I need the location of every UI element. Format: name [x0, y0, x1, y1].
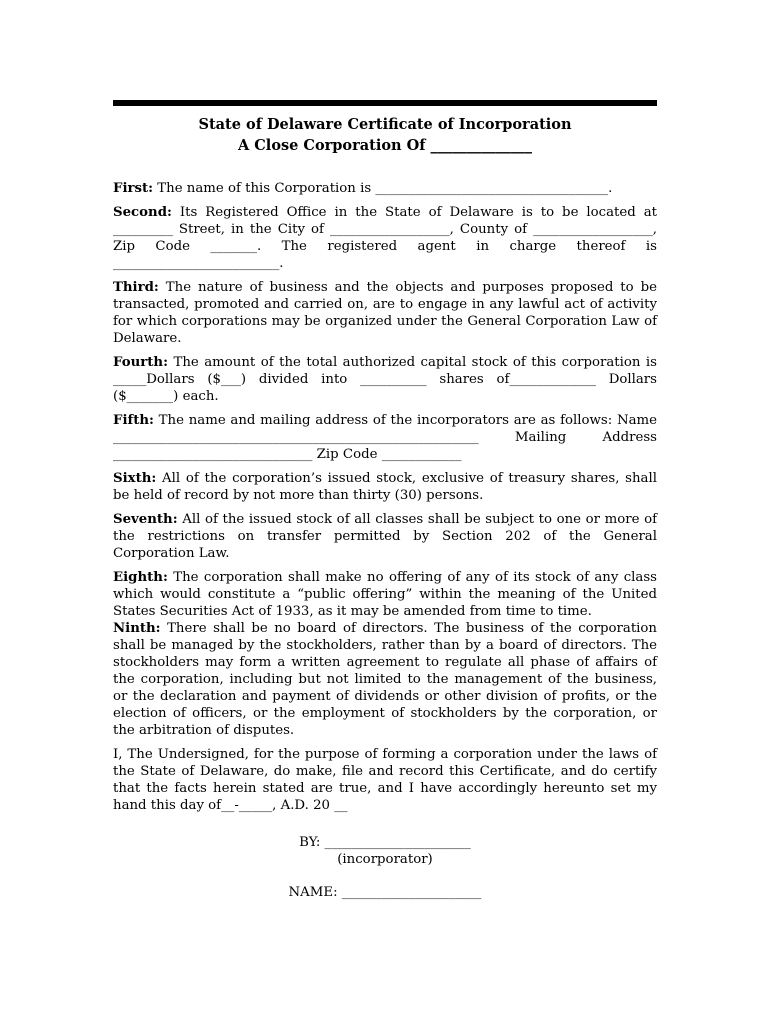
document-subtitle: A Close Corporation Of ______________ — [237, 137, 533, 154]
article-sixth-text: All of the corporation’s issued stock, exclusive of treasury shares, shall be held of record by not more than thirty (30) persons. — [113, 471, 657, 503]
article-fourth — [113, 354, 657, 405]
article-eighth-text: The corporation shall make no offering of any of its stock of any class which would constitute a “public offering” within the meaning of the United States Securities Act of 1933, as it may be amended from time to time. — [113, 570, 657, 619]
document-title: State of Delaware Certificate of Incorporation — [198, 116, 572, 133]
article-first-label: First: — [113, 181, 154, 196]
certificate-page — [113, 100, 657, 901]
article-sixth-label: Sixth: — [113, 471, 157, 486]
article-seventh-text: All of the issued stock of all classes shall be subject to one or more of the restrictions on transfer permitted by Section 202 of the General Corporation Law. — [113, 512, 657, 561]
article-second-label: Second: — [113, 205, 172, 220]
article-fourth-text: The amount of the total authorized capital stock of this corporation is _____Dollars ($___) divided into __________ shares of_____________ Dollars ($_______) each. — [113, 355, 657, 404]
article-third-label: Third: — [113, 280, 159, 295]
article-ninth-text: There shall be no board of directors. The business of the corporation shall be managed by the stockholders, rather than by a board of directors. The stockholders may form a written agreement to regulate all phase of affairs of the corporation, including but not limited to the management of the business, or the declaration and payment of dividends or other division of profits, or the election of officers, or the employment of stockholders by the corporation, or the arbitration of disputes. — [113, 621, 657, 738]
article-first — [113, 180, 657, 197]
article-seventh-label: Seventh: — [113, 512, 178, 527]
article-second — [113, 204, 657, 272]
article-first-text: The name of this Corporation is ___________________________________. — [153, 181, 613, 196]
article-second-text: Its Registered Office in the State of Delaware is to be located at _________ Street, in the City of __________________, County of __________________, Zip Code _______. The registered agent in charge thereof is _________________________. — [113, 205, 657, 271]
article-fifth — [113, 412, 657, 463]
article-third — [113, 279, 657, 347]
top-rule — [113, 100, 657, 106]
article-fourth-label: Fourth: — [113, 355, 168, 370]
incorporator-caption: (incorporator) — [337, 852, 433, 867]
article-eighth-label: Eighth: — [113, 570, 168, 585]
article-ninth-label: Ninth: — [113, 621, 161, 636]
article-sixth — [113, 470, 657, 504]
article-seventh — [113, 511, 657, 562]
article-fifth-label: Fifth: — [113, 413, 154, 428]
article-third-text: The nature of business and the objects and purposes proposed to be transacted, promoted and carried on, are to engage in any lawful act of activity for which corporations may be organized under the General Corporation Law of Delaware. — [113, 280, 657, 346]
closing-statement: I, The Undersigned, for the purpose of forming a corporation under the laws of the State of Delaware, do make, file and record this Certificate, and do certify that the facts herein stated are true, and I have accordingly hereunto set my hand this day of__-_____, A.D. 20 __ — [113, 747, 657, 813]
article-fifth-text: The name and mailing address of the incorporators are as follows: Name _______________________________________________________ Mailing Address ______________________________ Zip Code ____________ — [113, 413, 657, 462]
by-signature-line: BY: ______________________ — [299, 835, 471, 850]
name-signature-line: NAME: _____________________ — [288, 885, 482, 900]
article-ninth — [113, 620, 657, 739]
article-eighth — [113, 569, 657, 620]
